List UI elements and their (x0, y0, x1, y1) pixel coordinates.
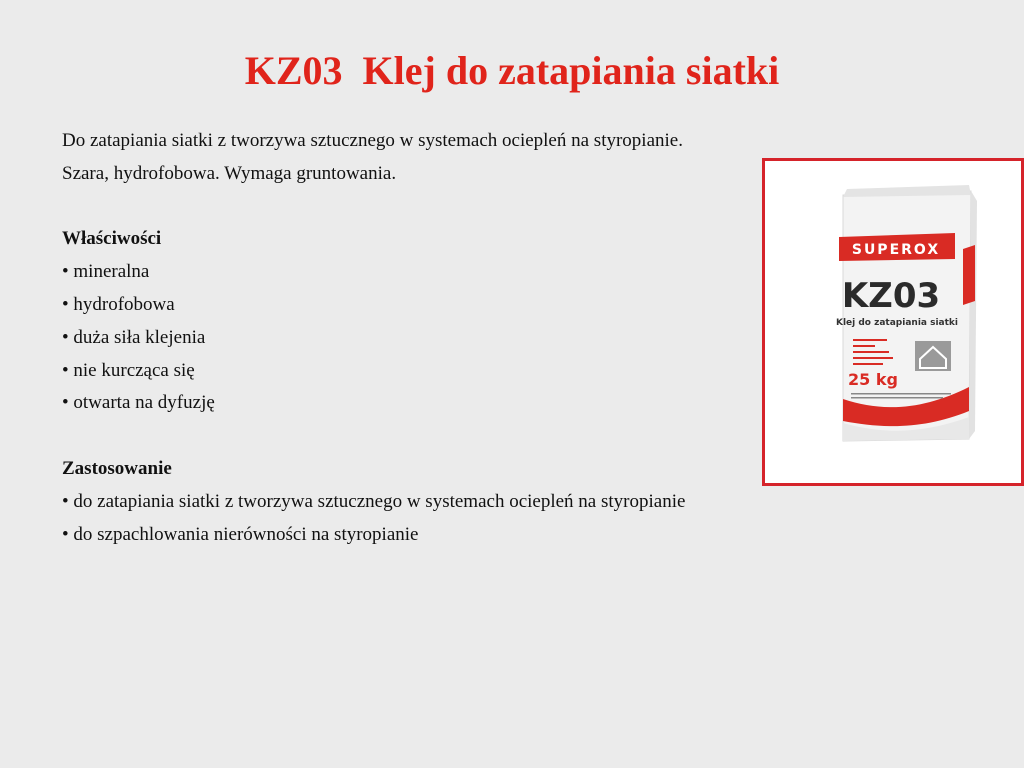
fine-print-line (851, 397, 943, 399)
properties-item: • duża siła klejenia (62, 322, 842, 355)
usage-item: • do szpachlowania nierówności na styropianie (62, 519, 842, 552)
info-line (853, 357, 893, 359)
bag-top-seal (843, 185, 971, 197)
weight-text: 25 kg (848, 370, 898, 389)
intro-line-1: Do zatapiania siatki z tworzywa sztucznego w systemach ociepleń na styropianie. (62, 130, 683, 151)
info-line (853, 351, 889, 353)
properties-item: • otwarta na dyfuzję (62, 387, 842, 420)
properties-item: • nie kurcząca się (62, 355, 842, 388)
intro-line-2: Szara, hydrofobowa. Wymaga gruntowania. (62, 162, 397, 184)
info-line (853, 339, 887, 341)
product-name-text: Klej do zatapiania siatki (835, 318, 959, 328)
brand-text: SUPEROX (851, 242, 941, 258)
properties-item: • mineralna (62, 256, 842, 289)
house-icon (915, 341, 951, 371)
properties-list (62, 256, 842, 420)
usage-list (62, 486, 842, 552)
usage-heading: Zastosowanie (62, 457, 172, 479)
slide-title: KZ03 Klej do zatapiania siatki (244, 47, 780, 93)
fine-print-line (851, 393, 951, 395)
properties-item: • hydrofobowa (62, 289, 842, 322)
properties-heading: Właściwości (62, 228, 162, 250)
slide-content (62, 125, 842, 551)
spacer (62, 420, 842, 453)
usage-item: • do zatapiania siatki z tworzywa sztucznego w systemach ociepleń na styropianie (62, 486, 842, 519)
spacer (62, 191, 842, 224)
product-image-frame (762, 158, 1024, 486)
side-red-strip (963, 245, 975, 305)
product-code-text: KZ03 (841, 276, 941, 316)
product-bag-image (765, 161, 1021, 483)
info-line (853, 345, 875, 347)
info-line (853, 363, 883, 365)
